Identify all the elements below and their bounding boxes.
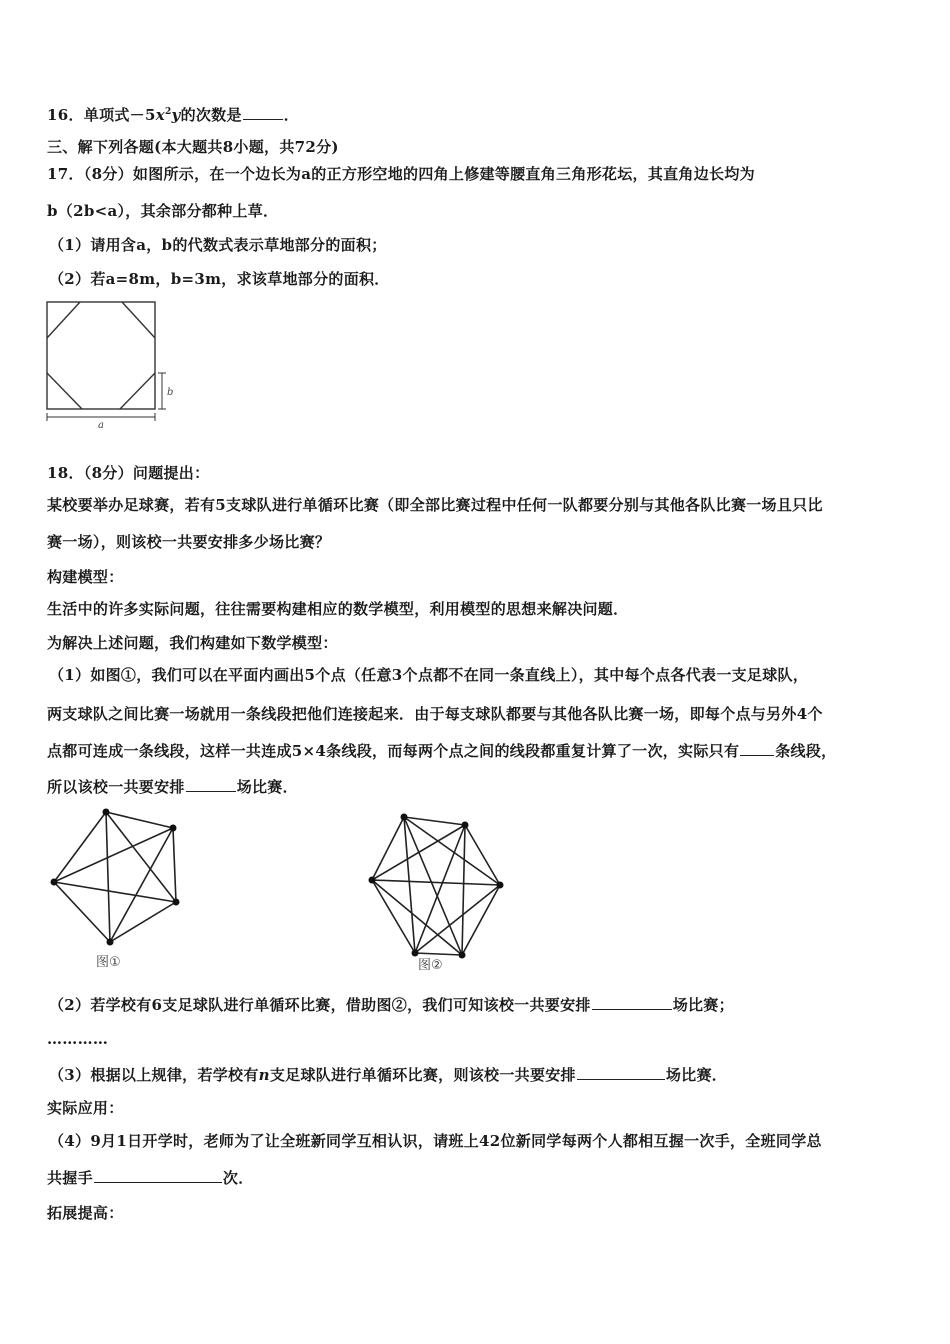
q18-model-heading: 构建模型： xyxy=(47,568,124,586)
q18-s4a: （4）9月1日开学时，老师为了让全班新同学互相认识，请班上42位新同学每两个人都相互握一次手，全班同学总 xyxy=(49,1132,822,1150)
figure-1-caption: 图① xyxy=(96,955,121,970)
corner-triangle-tr xyxy=(122,302,155,338)
q18-p1a: 某校要举办足球赛，若有5支球队进行单循环比赛（即全部比赛过程中任何一队都要分别与其他各队比赛一场且只比 xyxy=(47,496,823,514)
graph-node xyxy=(369,877,376,884)
label-a: a xyxy=(98,420,104,430)
q18-title: 18．（8分）问题提出： xyxy=(47,464,210,482)
graph-node xyxy=(401,814,408,821)
q18-s4b: 共握手 次． xyxy=(47,1169,254,1187)
q16-line: 16．单项式$-5x^2y$的次数是 ． xyxy=(47,106,300,124)
q18-s1a: （1）如图①，我们可以在平面内画出5个点（任意3个点都不在同一条直线上），其中每个点各代表一支足球队， xyxy=(49,666,809,684)
graph-node xyxy=(459,952,466,959)
section3-heading: 三、解下列各题(本大题共8小题，共72分) xyxy=(47,138,339,156)
graph-node xyxy=(51,879,58,886)
graph-node xyxy=(497,882,504,889)
figure-2-caption: 图② xyxy=(418,958,443,973)
q18-extend-heading: 拓展提高： xyxy=(47,1204,124,1222)
corner-triangle-tl xyxy=(47,302,80,338)
q17-part1: （1）请用含a，b的代数式表示草地部分的面积； xyxy=(49,236,387,254)
q18-apply-heading: 实际应用： xyxy=(47,1099,124,1117)
q18-s1c: 点都可连成一条线段，这样一共连成5×4条线段，而每两个点之间的线段都重复计算了一次，实际只有 条线段， xyxy=(47,742,837,760)
s4-answer-blank[interactable] xyxy=(94,1168,222,1183)
graph-node xyxy=(412,950,419,957)
q17-square-figure xyxy=(40,298,180,430)
s2-answer-blank[interactable] xyxy=(592,995,672,1010)
q18-dots: ………… xyxy=(47,1030,109,1048)
q17-line2: b（2b<a），其余部分都种上草． xyxy=(47,202,279,220)
figure-2-hexagon-graph xyxy=(360,805,520,980)
graph-node xyxy=(462,822,469,829)
corner-triangle-bl xyxy=(47,373,82,409)
graph-node xyxy=(107,939,114,946)
s3-answer-blank[interactable] xyxy=(577,1065,665,1080)
q18-p3: 为解决上述问题，我们构建如下数学模型： xyxy=(47,634,338,652)
s1-matches-blank[interactable] xyxy=(186,777,236,792)
q18-p2: 生活中的许多实际问题，往往需要构建相应的数学模型，利用模型的思想来解决问题． xyxy=(47,600,629,618)
q18-s1d: 所以该校一共要安排 场比赛． xyxy=(47,778,298,796)
q17-part2: （2）若a=8m，b=3m，求该草地部分的面积． xyxy=(49,270,390,288)
q18-s1b: 两支球队之间比赛一场就用一条线段把他们连接起来．由于每支球队都要与其他各队比赛一场，即每个点与另外4个 xyxy=(47,705,823,723)
label-b: b xyxy=(167,387,174,398)
square-outline xyxy=(47,302,155,409)
q17-line1: 17．（8分）如图所示，在一个边长为a的正方形空地的四角上修建等腰直角三角形花坛，其直角边长均为 xyxy=(47,165,755,183)
graph-node xyxy=(173,899,180,906)
graph-node xyxy=(170,825,177,832)
graph-node xyxy=(103,809,110,816)
s1-segments-blank[interactable] xyxy=(740,741,774,756)
corner-triangle-br xyxy=(120,373,155,409)
q18-p1b: 赛一场），则该校一共要安排多少场比赛？ xyxy=(47,533,331,551)
q18-s3: （3）根据以上规律，若学校有n支足球队进行单循环比赛，则该校一共要安排 场比赛． xyxy=(49,1066,728,1084)
figure-1-pentagon-graph xyxy=(40,800,200,980)
q18-s2: （2）若学校有6支足球队进行单循环比赛，借助图②，我们可知该校一共要安排 场比赛； xyxy=(49,996,734,1014)
q16-answer-blank[interactable] xyxy=(243,105,283,120)
